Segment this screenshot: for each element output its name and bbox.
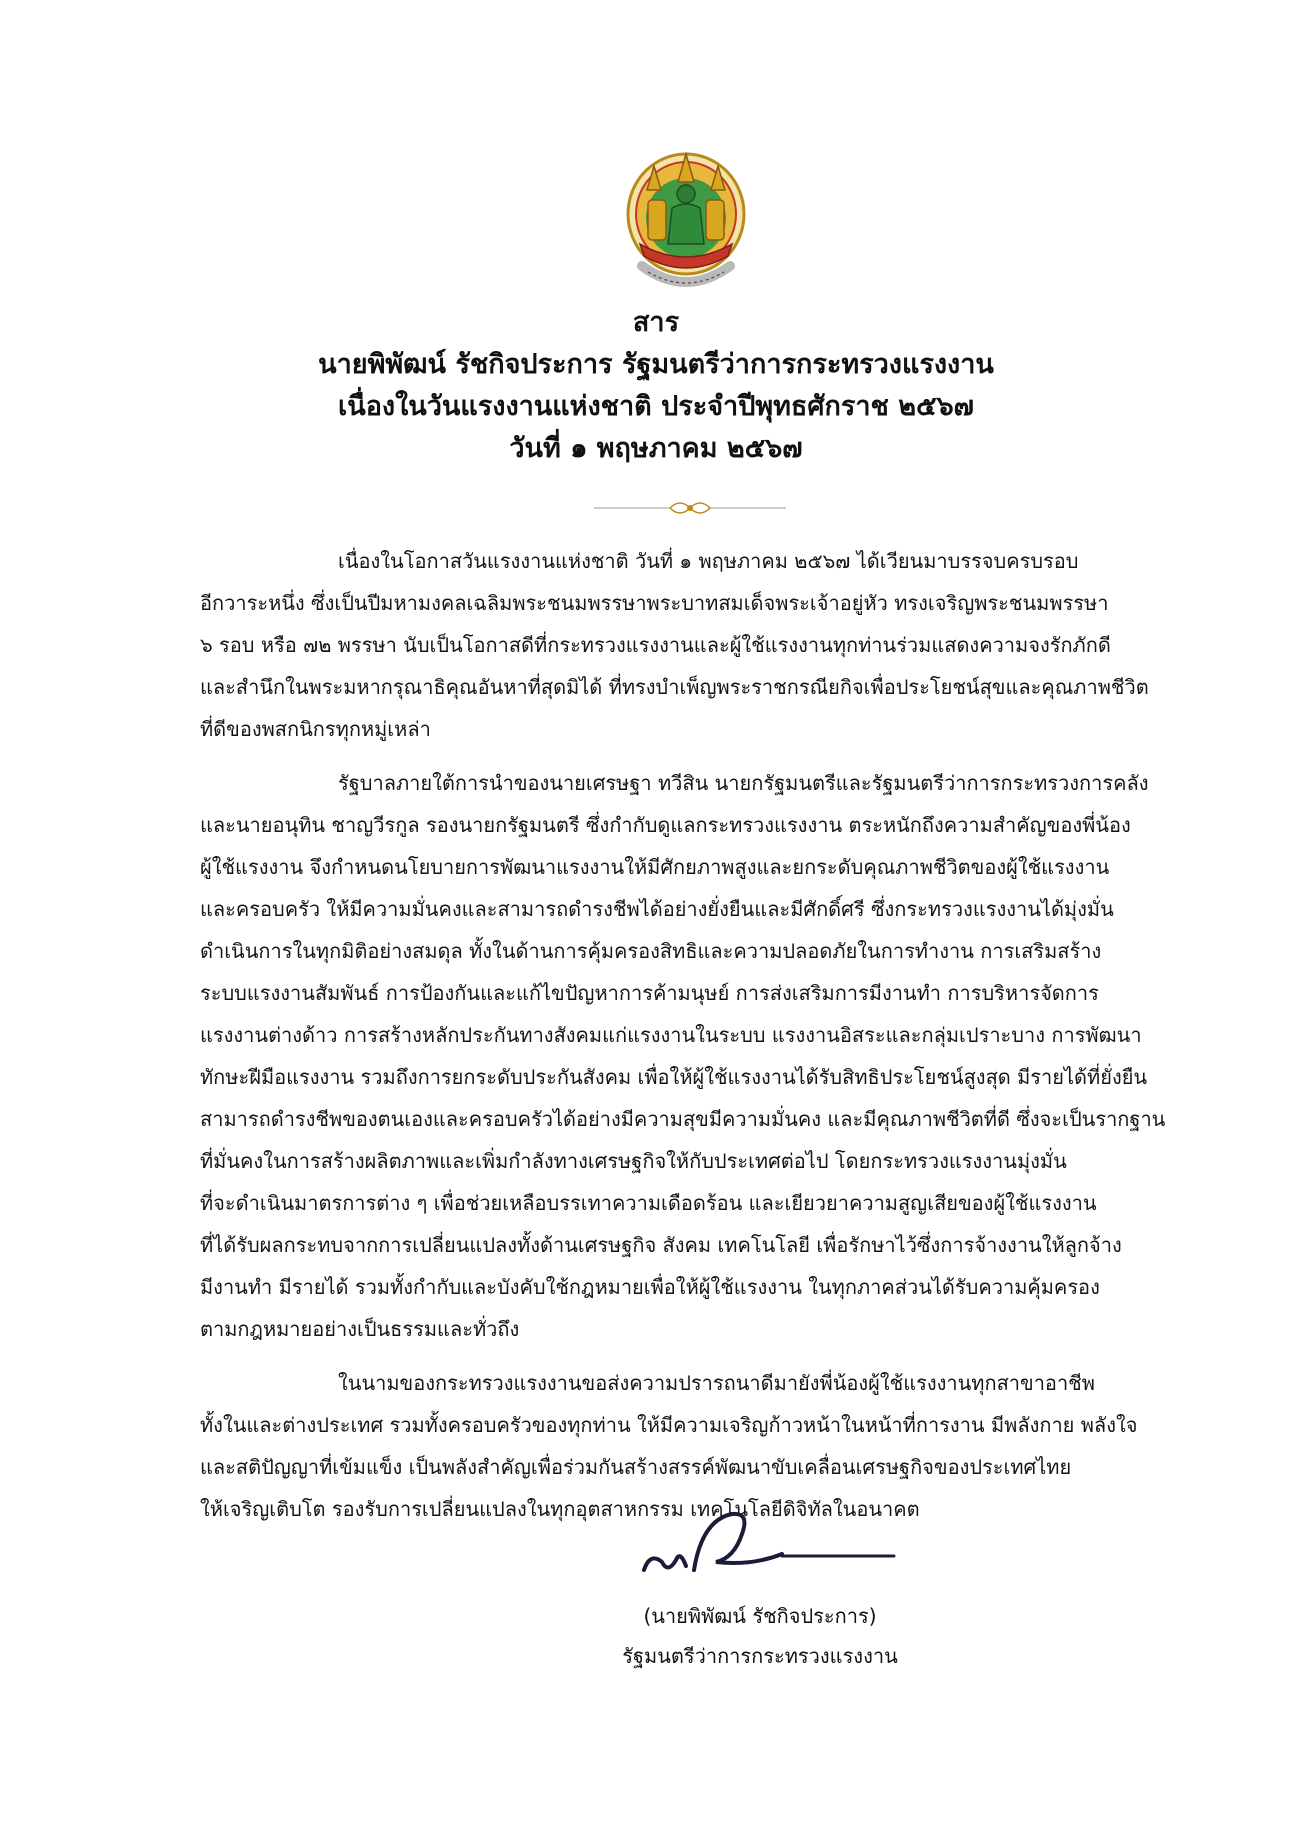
paragraph-line: ให้เจริญเติบโต รองรับการเปลี่ยนแปลงในทุกอุตสาหกรรม เทคโนโลยีดิจิทัลในอนาคต <box>200 1497 920 1521</box>
letter-body <box>200 540 1200 1542</box>
paragraph-line: ตามกฎหมายอย่างเป็นธรรมและทั่วถึง <box>200 1317 520 1341</box>
paragraph-1 <box>200 540 1200 750</box>
ministry-of-labour-emblem-icon <box>614 148 758 300</box>
paragraph-line: ๖ รอบ หรือ ๗๒ พรรษา นับเป็นโอกาสดีที่กระทรวงแรงงานและผู้ใช้แรงงานทุกท่านร่วมแสดงความจงรักภักดี <box>200 633 1111 657</box>
paragraph-line: อีกวาระหนึ่ง ซึ่งเป็นปีมหามงคลเฉลิมพระชนมพรรษาพระบาทสมเด็จพระเจ้าอยู่หัว ทรงเจริญพระชนมพรรษา <box>200 591 1109 615</box>
paragraph-line: แรงงานต่างด้าว การสร้างหลักประกันทางสังคมแก่แรงงานในระบบ แรงงานอิสระและกลุ่มเปราะบาง การพัฒนา <box>200 1023 1142 1047</box>
paragraph-line: ที่ดีของพสกนิกรทุกหมู่เหล่า <box>200 717 431 741</box>
paragraph-2 <box>200 762 1200 1350</box>
handwritten-signature-icon <box>632 1500 902 1590</box>
signer-block <box>560 1596 960 1676</box>
paragraph-line: ทักษะฝีมือแรงงาน รวมถึงการยกระดับประกันสังคม เพื่อให้ผู้ใช้แรงงานได้รับสิทธิประโยชน์สูงสุด มีรายได้ที่ยั่งยืน <box>200 1065 1148 1089</box>
paragraph-line: ดำเนินการในทุกมิติอย่างสมดุล ทั้งในด้านการคุ้มครองสิทธิและความปลอดภัยในการทำงาน การเสริมสร้าง <box>200 939 1102 963</box>
paragraph-line: เนื่องในโอกาสวันแรงงานแห่งชาติ วันที่ ๑ พฤษภาคม ๒๕๖๗ ได้เวียนมาบรรจบครบรอบ <box>338 549 1079 573</box>
paragraph-line: ทั้งในและต่างประเทศ รวมทั้งครอบครัวของทุกท่าน ให้มีความเจริญก้าวหน้าในหน้าที่การงาน มีพลังกาย พลังใจ <box>200 1413 1138 1437</box>
paragraph-line: ระบบแรงงานสัมพันธ์ การป้องกันและแก้ไขปัญหาการค้ามนุษย์ การส่งเสริมการมีงานทำ การบริหารจัดการ <box>200 981 1099 1005</box>
heading-title: สาร <box>632 307 680 338</box>
paragraph-line: ที่มั่นคงในการสร้างผลิตภาพและเพิ่มกำลังทางเศรษฐกิจให้กับประเทศต่อไป โดยกระทรวงแรงงานมุ่งมั่น <box>200 1149 1067 1173</box>
letter-heading <box>200 302 1112 470</box>
paragraph-line: ที่ได้รับผลกระทบจากการเปลี่ยนแปลงทั้งด้านเศรษฐกิจ สังคม เทคโนโลยี เพื่อรักษาไว้ซึ่งการจ้างงานให้ลูกจ้าง <box>200 1233 1122 1257</box>
paragraph-line: รัฐบาลภายใต้การนำของนายเศรษฐา ทวีสิน นายกรัฐมนตรีและรัฐมนตรีว่าการกระทรวงการคลัง <box>338 771 1149 795</box>
paragraph-line: มีงานทำ มีรายได้ รวมทั้งกำกับและบังคับใช้กฎหมายเพื่อให้ผู้ใช้แรงงาน ในทุกภาคส่วนได้รับความคุ้มครอง <box>200 1275 1100 1299</box>
divider-ornament-icon <box>590 496 790 520</box>
paragraph-line: และครอบครัว ให้มีความมั่นคงและสามารถดำรงชีพได้อย่างยั่งยืนและมีศักดิ์ศรี ซึ่งกระทรวงแรงงานได้มุ่งมั่น <box>200 897 1114 921</box>
paragraph-line: และนายอนุทิน ชาญวีรกูล รองนายกรัฐมนตรี ซึ่งกำกับดูแลกระทรวงแรงงาน ตระหนักถึงความสำคัญของพี่น้อง <box>200 813 1131 837</box>
heading-occasion: เนื่องในวันแรงงานแห่งชาติ ประจำปีพุทธศักราช ๒๕๖๗ <box>338 391 974 422</box>
heading-date: วันที่ ๑ พฤษภาคม ๒๕๖๗ <box>509 433 803 464</box>
paragraph-line: ในนามของกระทรวงแรงงานขอส่งความปรารถนาดีมายังพี่น้องผู้ใช้แรงงานทุกสาขาอาชีพ <box>338 1371 1095 1395</box>
paragraph-line: สามารถดำรงชีพของตนเองและครอบครัวได้อย่างมีความสุขมีความมั่นคง และมีคุณภาพชีวิตที่ดี ซึ่งจะเป็นรากฐาน <box>200 1107 1166 1131</box>
heading-minister-name: นายพิพัฒน์ รัชกิจประการ รัฐมนตรีว่าการกระทรวงแรงงาน <box>318 349 994 380</box>
paragraph-line: ที่จะดำเนินมาตรการต่าง ๆ เพื่อช่วยเหลือบรรเทาความเดือดร้อน และเยียวยาความสูญเสียของผู้ใช้แรงงาน <box>200 1191 1097 1215</box>
paragraph-line: และสติปัญญาที่เข้มแข็ง เป็นพลังสำคัญเพื่อร่วมกันสร้างสรรค์พัฒนาขับเคลื่อนเศรษฐกิจของประเทศไทย <box>200 1455 1072 1479</box>
paragraph-line: ผู้ใช้แรงงาน จึงกำหนดนโยบายการพัฒนาแรงงานให้มีศักยภาพสูงและยกระดับคุณภาพชีวิตของผู้ใช้แรงงาน <box>200 855 1110 879</box>
signer-name: (นายพิพัฒน์ รัชกิจประการ) <box>643 1604 877 1628</box>
paragraph-line: และสำนึกในพระมหากรุณาธิคุณอันหาที่สุดมิได้ ที่ทรงบำเพ็ญพระราชกรณียกิจเพื่อประโยชน์สุขและคุณภาพชีวิต <box>200 675 1149 699</box>
signer-position: รัฐมนตรีว่าการกระทรวงแรงงาน <box>622 1644 898 1668</box>
